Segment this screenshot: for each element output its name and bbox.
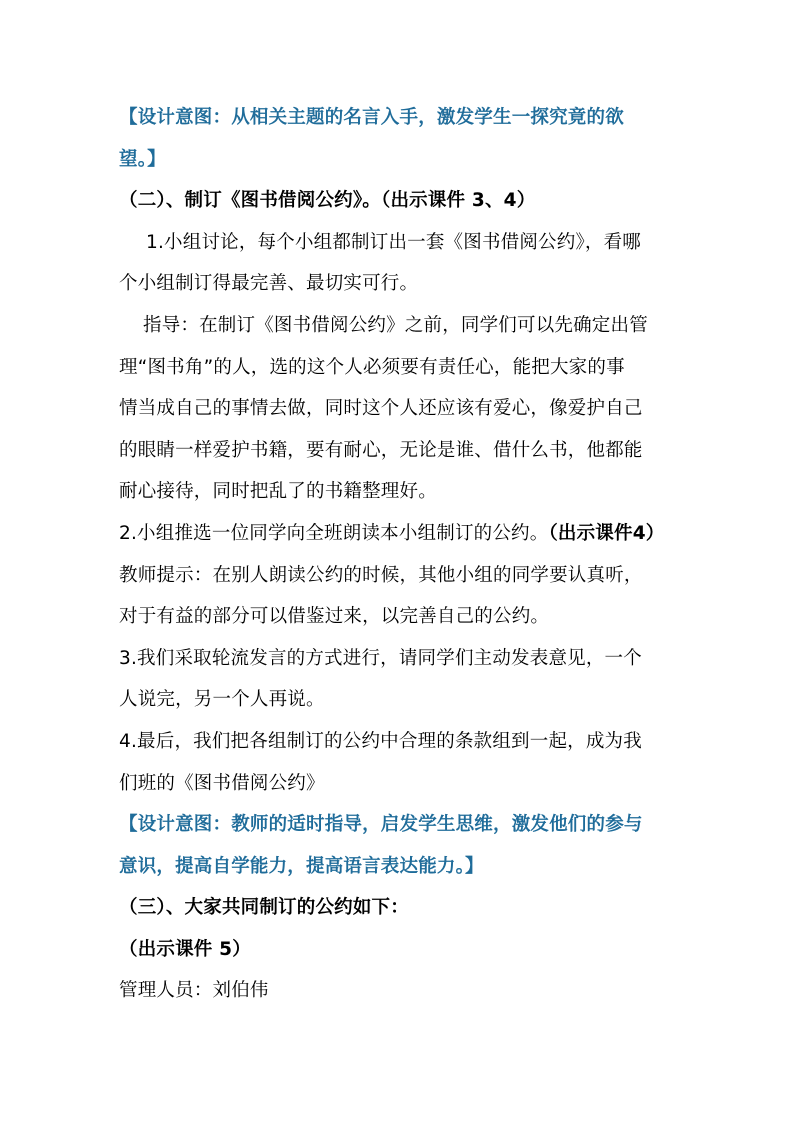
step-4-line-2: 们班的《图书借阅公约》 <box>119 772 325 794</box>
guidance-line-3: 情当成自己的事情去做，同时这个人还应该有爱心，像爱护自己 <box>119 398 643 420</box>
design-intent-1-line-2: 望。】 <box>119 148 166 170</box>
document-body <box>119 97 697 1012</box>
guidance-line-4: 的眼睛一样爱护书籍，要有耐心，无论是谁、借什么书，他都能 <box>119 439 643 461</box>
step-2-line <box>119 513 697 555</box>
guidance-line-5: 耐心接待，同时把乱了的书籍整理好。 <box>119 481 437 503</box>
step-1-line-1: 1.小组讨论，每个小组都制订出一套《图书借阅公约》，看哪 <box>146 231 642 253</box>
section-2-heading: （二）、制订《图书借阅公约》。（出示课件 3、4） <box>119 190 536 212</box>
design-intent-2-line-1: 【设计意图：教师的适时指导，启发学生思维，激发他们的参与 <box>119 814 643 836</box>
design-intent-2-line-2: 意识，提高自学能力，提高语言表达能力。】 <box>119 855 484 877</box>
step-2-courseware-note: （出示课件4） <box>548 522 665 544</box>
step-1-line-2: 个小组制订得最完善、最切实可行。 <box>119 273 419 295</box>
step-3-line-1: 3.我们采取轮流发言的方式进行，请同学们主动发表意见，一个 <box>119 647 642 669</box>
teacher-tip-line-1: 教师提示：在别人朗读公约的时候，其他小组的同学要认真听， <box>119 564 643 586</box>
teacher-tip-line-2: 对于有益的部分可以借鉴过来，以完善自己的公约。 <box>119 606 550 628</box>
step-2-text: 2.小组推选一位同学向全班朗读本小组制订的公约。 <box>119 522 549 544</box>
courseware-5-note: （出示课件 5） <box>119 938 251 960</box>
manager-line: 管理人员：刘伯伟 <box>119 980 269 1002</box>
section-3-heading: （三）、大家共同制订的公约如下： <box>119 897 409 919</box>
step-4-line-1: 4.最后，我们把各组制订的公约中合理的条款组到一起，成为我 <box>119 730 642 752</box>
step-3-line-2: 人说完，另一个人再说。 <box>119 689 325 711</box>
guidance-line-1: 指导：在制订《图书借阅公约》之前，同学们可以先确定出管 <box>143 314 648 336</box>
design-intent-1-line-1: 【设计意图：从相关主题的名言入手，激发学生一探究竟的欲 <box>119 107 624 128</box>
guidance-line-2: 理“图书角”的人，选的这个人必须要有责任心，能把大家的事 <box>119 356 625 378</box>
